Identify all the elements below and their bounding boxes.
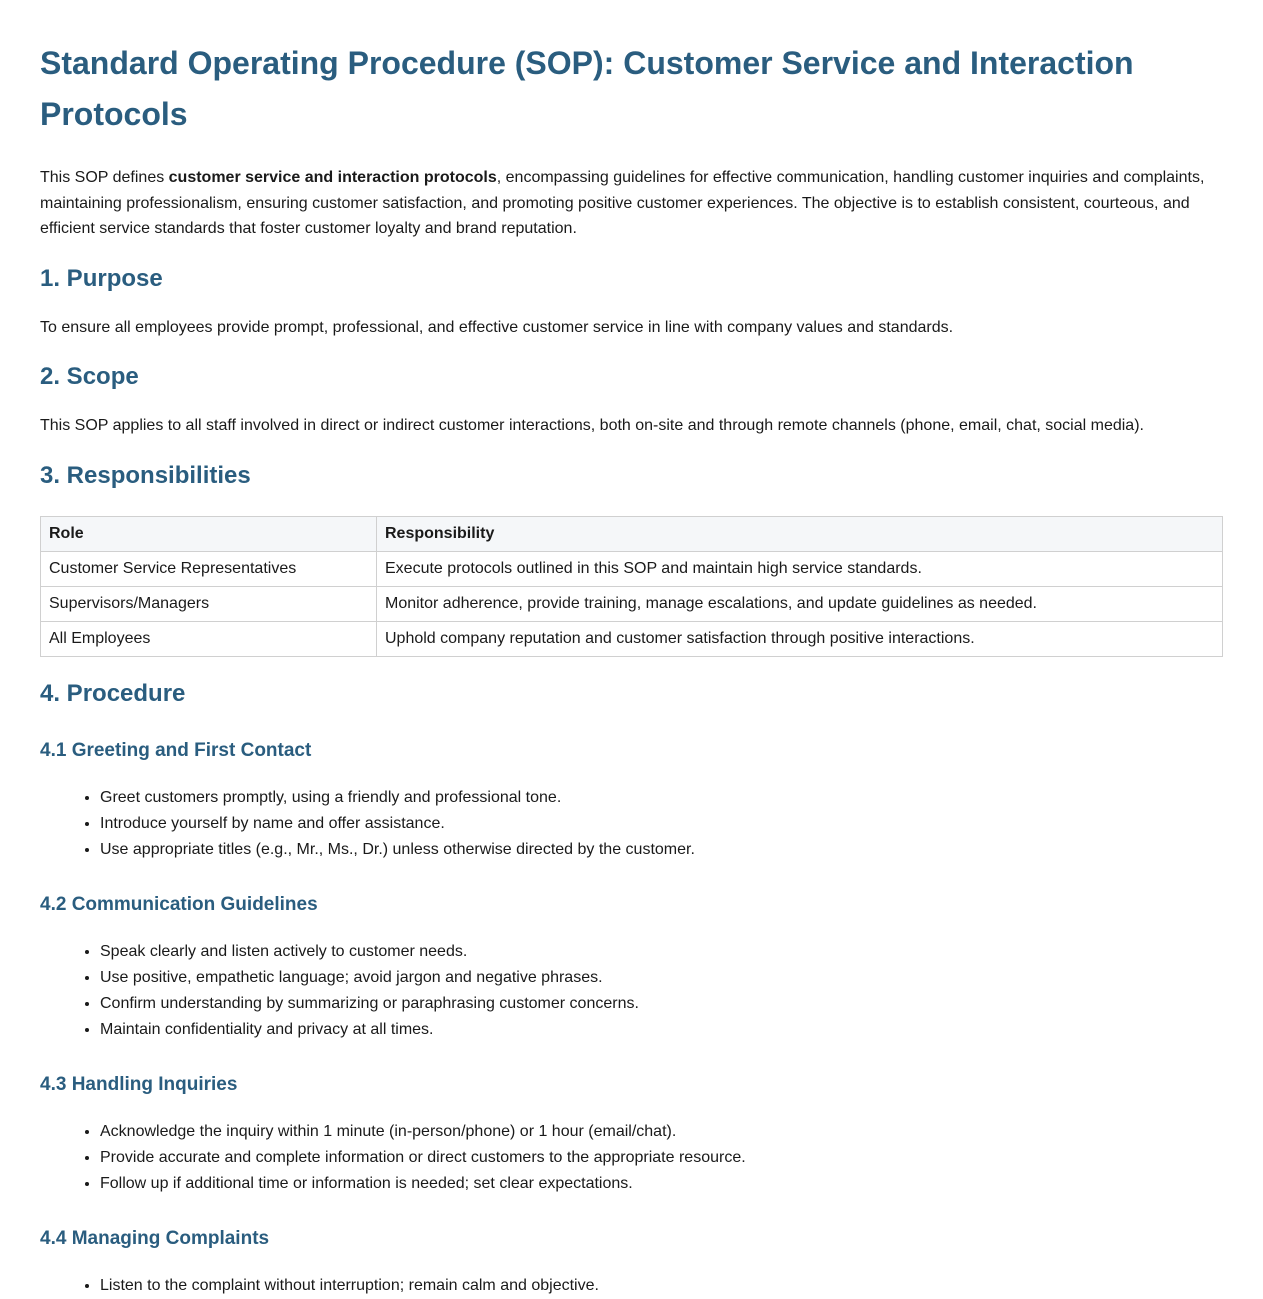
- responsibilities-heading: 3. Responsibilities: [40, 461, 251, 489]
- page-title: Standard Operating Procedure (SOP): Customer Service and Interaction Protocols: [40, 45, 1134, 132]
- section-heading-complaints: 4.4 Managing Complaints: [40, 1227, 270, 1249]
- list-item: • Provide accurate and complete information or direct customers to the appropriate resource.: [100, 1145, 1223, 1171]
- scope-heading: 2. Scope: [40, 363, 139, 391]
- section-heading-inquiries: 4.3 Handling Inquiries: [40, 1073, 238, 1095]
- intro-suffix: , encompassing guidelines for effective communication, handling customer inquiries and complaints, maintaining professionalism, ensuring customer satisfaction, and promoting positive customer experiences. The objective is to establish consistent, courteous, and efficient service standards that foster customer loyalty and brand reputation.: [40, 169, 1205, 238]
- procedure-heading: 4. Procedure: [40, 679, 186, 707]
- list-item: • Speak clearly and listen actively to customer needs.: [100, 939, 1223, 965]
- role-cell: Customer Service Representatives: [41, 551, 377, 586]
- communication-list: [40, 939, 1223, 1043]
- intro-bold: customer service and interaction protocols: [168, 169, 497, 186]
- responsibility-cell: Uphold company reputation and customer satisfaction through positive interactions.: [377, 621, 1223, 656]
- section-heading-greeting: 4.1 Greeting and First Contact: [40, 739, 312, 761]
- scope-text: This SOP applies to all staff involved in direct or indirect customer interactions, both on-site and through remote channels (phone, email, chat, social media).: [40, 417, 1144, 435]
- complaints-list: [40, 1273, 1223, 1299]
- list-item: • Acknowledge the inquiry within 1 minute (in-person/phone) or 1 hour (email/chat).: [100, 1119, 1223, 1145]
- responsibilities-table: [40, 516, 1223, 657]
- list-item: • Follow up if additional time or information is needed; set clear expectations.: [100, 1171, 1223, 1197]
- list-item: • Use positive, empathetic language; avoid jargon and negative phrases.: [100, 965, 1223, 991]
- table-row: [41, 621, 1223, 656]
- table-row: [41, 551, 1223, 586]
- intro-paragraph: [40, 165, 1223, 242]
- list-item: • Use appropriate titles (e.g., Mr., Ms., Dr.) unless otherwise directed by the customer.: [100, 837, 1223, 863]
- role-cell: All Employees: [41, 621, 377, 656]
- intro-prefix: This SOP defines: [40, 169, 169, 186]
- list-item: • Listen to the complaint without interruption; remain calm and objective.: [100, 1273, 1223, 1299]
- table-row: [41, 586, 1223, 621]
- responsibility-cell: Monitor adherence, provide training, manage escalations, and update guidelines as needed.: [377, 586, 1223, 621]
- inquiries-list: [40, 1119, 1223, 1197]
- column-header-role: Role: [41, 516, 377, 551]
- list-item: • Introduce yourself by name and offer assistance.: [100, 811, 1223, 837]
- section-heading-communication: 4.2 Communication Guidelines: [40, 893, 318, 915]
- list-item: • Maintain confidentiality and privacy at all times.: [100, 1017, 1223, 1043]
- column-header-responsibility: Responsibility: [377, 516, 1223, 551]
- list-item: • Greet customers promptly, using a friendly and professional tone.: [100, 785, 1223, 811]
- table-header-row: [41, 516, 1223, 551]
- greeting-list: [40, 785, 1223, 863]
- role-cell: Supervisors/Managers: [41, 586, 377, 621]
- purpose-text: To ensure all employees provide prompt, professional, and effective customer service in line with company values and standards.: [40, 318, 954, 336]
- purpose-heading: 1. Purpose: [40, 264, 163, 292]
- responsibility-cell: Execute protocols outlined in this SOP and maintain high service standards.: [377, 551, 1223, 586]
- list-item: • Confirm understanding by summarizing or paraphrasing customer concerns.: [100, 991, 1223, 1017]
